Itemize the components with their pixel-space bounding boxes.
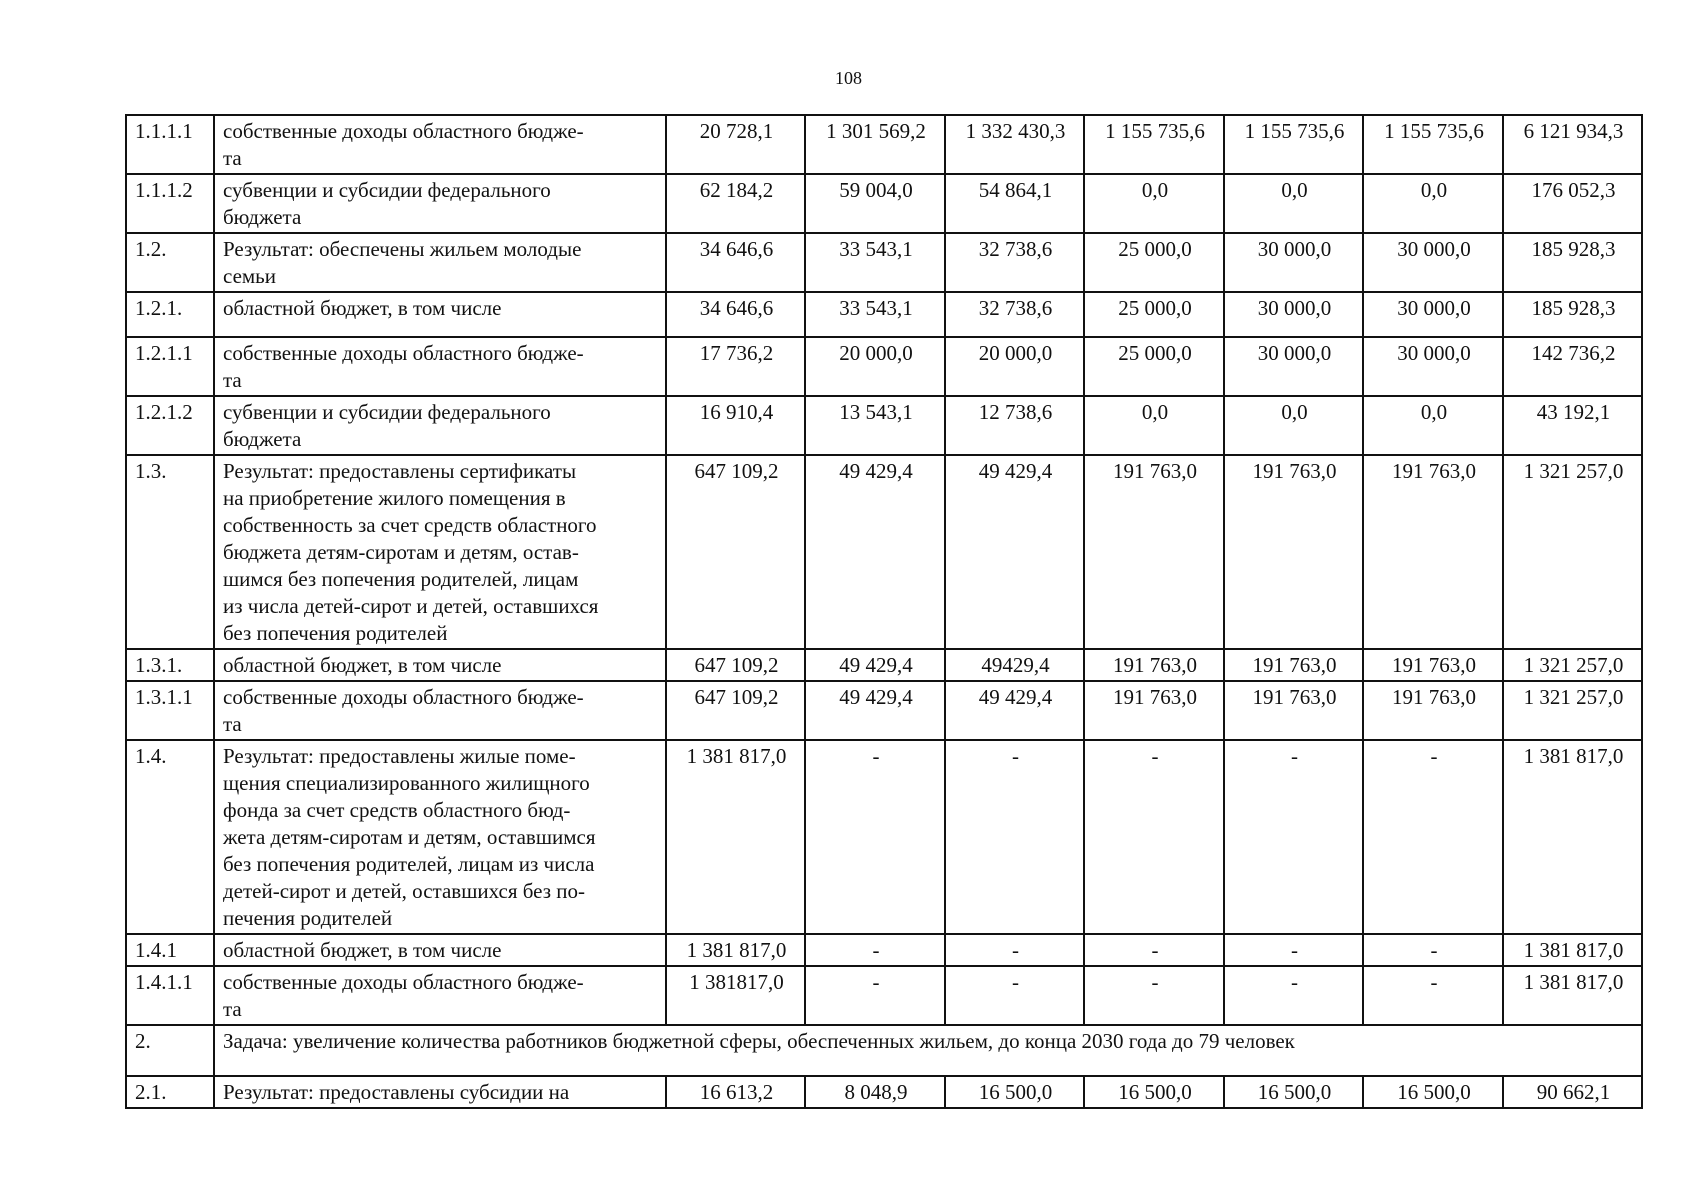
- value-cell: 191 763,0: [1224, 649, 1363, 681]
- value-cell: 16 500,0: [945, 1076, 1084, 1108]
- value-cell: 647 109,2: [666, 649, 805, 681]
- value-cell: 62 184,2: [666, 174, 805, 233]
- row-code: 1.1.1.1: [126, 115, 214, 174]
- table-row: [126, 115, 1642, 174]
- value-cell: 1 155 735,6: [1084, 115, 1224, 174]
- value-cell: 191 763,0: [1084, 649, 1224, 681]
- value-cell: -: [1224, 740, 1363, 934]
- value-cell: 142 736,2: [1503, 337, 1642, 396]
- value-cell: 32 738,6: [945, 292, 1084, 337]
- value-cell: 191 763,0: [1224, 455, 1363, 649]
- value-cell: 1 381817,0: [666, 966, 805, 1025]
- value-cell: -: [1363, 966, 1503, 1025]
- value-cell: 1 155 735,6: [1363, 115, 1503, 174]
- table-row: [126, 292, 1642, 337]
- row-code: 1.3.1.: [126, 649, 214, 681]
- row-name: собственные доходы областного бюдже- та: [214, 115, 666, 174]
- row-code: 1.4.1.1: [126, 966, 214, 1025]
- value-cell: 49 429,4: [945, 681, 1084, 740]
- value-cell: 6 121 934,3: [1503, 115, 1642, 174]
- row-name: Результат: предоставлены сертификаты на приобретение жилого помещения в собственность за счет средств областного бюджета детям-сиротам и детям, остав- шимся без попечения родителей, лицам из числа детей-сирот и детей, оставшихся без попечения родителей: [214, 455, 666, 649]
- row-code: 1.3.: [126, 455, 214, 649]
- value-cell: 54 864,1: [945, 174, 1084, 233]
- value-cell: 49429,4: [945, 649, 1084, 681]
- row-code: 1.2.1.: [126, 292, 214, 337]
- value-cell: 20 000,0: [805, 337, 945, 396]
- task-row: [126, 1025, 1642, 1076]
- page-number: 108: [835, 68, 862, 88]
- value-cell: 25 000,0: [1084, 233, 1224, 292]
- value-cell: 32 738,6: [945, 233, 1084, 292]
- value-cell: 33 543,1: [805, 292, 945, 337]
- row-code: 1.4.1: [126, 934, 214, 966]
- value-cell: 30 000,0: [1224, 337, 1363, 396]
- row-code: 1.3.1.1: [126, 681, 214, 740]
- value-cell: 20 000,0: [945, 337, 1084, 396]
- value-cell: -: [1363, 934, 1503, 966]
- value-cell: 1 321 257,0: [1503, 649, 1642, 681]
- value-cell: 49 429,4: [945, 455, 1084, 649]
- row-code: 1.2.1.1: [126, 337, 214, 396]
- value-cell: 185 928,3: [1503, 233, 1642, 292]
- row-name: областной бюджет, в том числе: [214, 934, 666, 966]
- value-cell: 16 910,4: [666, 396, 805, 455]
- value-cell: 1 301 569,2: [805, 115, 945, 174]
- value-cell: 49 429,4: [805, 649, 945, 681]
- value-cell: 25 000,0: [1084, 337, 1224, 396]
- value-cell: -: [1224, 934, 1363, 966]
- value-cell: 1 381 817,0: [666, 740, 805, 934]
- row-code: 1.2.1.2: [126, 396, 214, 455]
- value-cell: -: [1084, 966, 1224, 1025]
- row-name: собственные доходы областного бюдже- та: [214, 966, 666, 1025]
- value-cell: 49 429,4: [805, 455, 945, 649]
- value-cell: 0,0: [1363, 174, 1503, 233]
- value-cell: 30 000,0: [1363, 233, 1503, 292]
- value-cell: 20 728,1: [666, 115, 805, 174]
- value-cell: -: [805, 966, 945, 1025]
- value-cell: 191 763,0: [1084, 455, 1224, 649]
- table-row: [126, 934, 1642, 966]
- table-row: [126, 1076, 1642, 1108]
- table-row: [126, 649, 1642, 681]
- value-cell: 8 048,9: [805, 1076, 945, 1108]
- row-code: 2.1.: [126, 1076, 214, 1108]
- row-code: 1.2.: [126, 233, 214, 292]
- value-cell: 90 662,1: [1503, 1076, 1642, 1108]
- value-cell: -: [1084, 740, 1224, 934]
- row-name: областной бюджет, в том числе: [214, 292, 666, 337]
- table-row: [126, 337, 1642, 396]
- value-cell: 59 004,0: [805, 174, 945, 233]
- table-row: [126, 966, 1642, 1025]
- table-row: [126, 740, 1642, 934]
- value-cell: -: [805, 740, 945, 934]
- value-cell: 1 155 735,6: [1224, 115, 1363, 174]
- value-cell: 0,0: [1363, 396, 1503, 455]
- budget-table: [125, 114, 1643, 1109]
- value-cell: 1 381 817,0: [666, 934, 805, 966]
- value-cell: 16 500,0: [1224, 1076, 1363, 1108]
- row-code: 1.4.: [126, 740, 214, 934]
- value-cell: 30 000,0: [1224, 233, 1363, 292]
- value-cell: 12 738,6: [945, 396, 1084, 455]
- row-code: 1.1.1.2: [126, 174, 214, 233]
- value-cell: 191 763,0: [1363, 681, 1503, 740]
- value-cell: 1 381 817,0: [1503, 966, 1642, 1025]
- table-row: [126, 681, 1642, 740]
- row-name: собственные доходы областного бюдже- та: [214, 337, 666, 396]
- table-body: [126, 115, 1642, 1108]
- task-text: Задача: увеличение количества работников бюджетной сферы, обеспеченных жильем, до конца 2030 года до 79 человек: [214, 1025, 1642, 1076]
- value-cell: 0,0: [1084, 174, 1224, 233]
- value-cell: -: [945, 934, 1084, 966]
- value-cell: 647 109,2: [666, 681, 805, 740]
- value-cell: 1 381 817,0: [1503, 740, 1642, 934]
- value-cell: 17 736,2: [666, 337, 805, 396]
- value-cell: -: [1363, 740, 1503, 934]
- value-cell: 16 613,2: [666, 1076, 805, 1108]
- value-cell: 191 763,0: [1224, 681, 1363, 740]
- value-cell: 16 500,0: [1084, 1076, 1224, 1108]
- value-cell: 0,0: [1084, 396, 1224, 455]
- value-cell: 49 429,4: [805, 681, 945, 740]
- value-cell: 1 381 817,0: [1503, 934, 1642, 966]
- value-cell: 30 000,0: [1363, 337, 1503, 396]
- row-name: областной бюджет, в том числе: [214, 649, 666, 681]
- value-cell: 1 332 430,3: [945, 115, 1084, 174]
- value-cell: 647 109,2: [666, 455, 805, 649]
- value-cell: 191 763,0: [1084, 681, 1224, 740]
- value-cell: 30 000,0: [1224, 292, 1363, 337]
- table-row: [126, 174, 1642, 233]
- row-name: Результат: обеспечены жильем молодые семьи: [214, 233, 666, 292]
- value-cell: -: [945, 740, 1084, 934]
- row-code: 2.: [126, 1025, 214, 1076]
- row-name: субвенции и субсидии федерального бюджета: [214, 174, 666, 233]
- value-cell: -: [805, 934, 945, 966]
- value-cell: 33 543,1: [805, 233, 945, 292]
- value-cell: 25 000,0: [1084, 292, 1224, 337]
- value-cell: 0,0: [1224, 396, 1363, 455]
- value-cell: -: [945, 966, 1084, 1025]
- value-cell: 13 543,1: [805, 396, 945, 455]
- value-cell: 1 321 257,0: [1503, 681, 1642, 740]
- row-name: Результат: предоставлены жилые поме- щения специализированного жилищного фонда за счет средств областного бюд- жета детям-сиротам и детям, оставшимся без попечения родителей, лицам из числа детей-сирот и детей, оставшихся без по- печения родителей: [214, 740, 666, 934]
- table-row: [126, 455, 1642, 649]
- value-cell: -: [1084, 934, 1224, 966]
- value-cell: 0,0: [1224, 174, 1363, 233]
- value-cell: 16 500,0: [1363, 1076, 1503, 1108]
- value-cell: 30 000,0: [1363, 292, 1503, 337]
- row-name: собственные доходы областного бюдже- та: [214, 681, 666, 740]
- value-cell: 191 763,0: [1363, 455, 1503, 649]
- value-cell: 185 928,3: [1503, 292, 1642, 337]
- value-cell: -: [1224, 966, 1363, 1025]
- table-row: [126, 233, 1642, 292]
- value-cell: 176 052,3: [1503, 174, 1642, 233]
- value-cell: 34 646,6: [666, 233, 805, 292]
- value-cell: 43 192,1: [1503, 396, 1642, 455]
- value-cell: 1 321 257,0: [1503, 455, 1642, 649]
- row-name: Результат: предоставлены субсидии на: [214, 1076, 666, 1108]
- table-row: [126, 396, 1642, 455]
- value-cell: 34 646,6: [666, 292, 805, 337]
- value-cell: 191 763,0: [1363, 649, 1503, 681]
- row-name: субвенции и субсидии федерального бюджета: [214, 396, 666, 455]
